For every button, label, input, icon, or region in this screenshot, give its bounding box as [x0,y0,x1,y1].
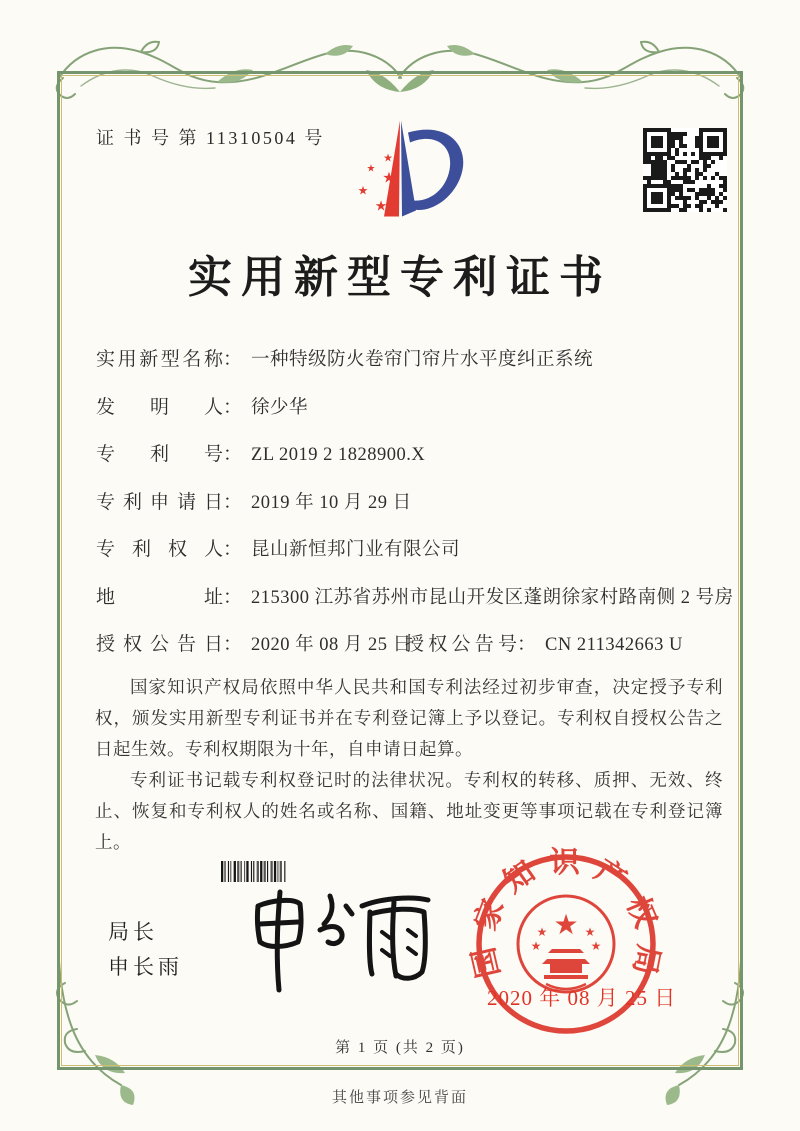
field-grant-date [96,634,412,655]
cnipa-logo-icon [338,114,468,230]
field-colon: ： [223,634,243,655]
commissioner-title: 局长 [108,920,158,944]
field-label: 发明人 [96,396,223,418]
field-colon: ： [223,586,243,608]
field-list [96,344,734,677]
field-label: 实用新型名称 [96,349,223,370]
field-colon: ： [223,539,243,560]
field-value: 一种特级防火卷帘门帘片水平度纠正系统 [251,350,594,370]
seal-date: 2020 年 08 月 25 日 [487,986,677,1010]
field-grant-number [405,629,683,656]
field-value: 昆山新恒邦门业有限公司 [251,540,461,560]
svg-text:★: ★ [383,152,393,165]
field-label: 专利号 [96,444,223,465]
field-value: 2020 年 08 月 25 日 [251,635,412,655]
field-value: ZL 2019 2 1828900.X [251,445,426,465]
field-value: 215300 江苏省苏州市昆山开发区蓬朗徐家村路南侧 2 号房 [251,587,734,608]
field-row-name [96,344,722,392]
svg-text:★: ★ [382,170,396,187]
svg-text:★: ★ [536,925,548,939]
back-note: 其他事项参见背面 [331,1090,468,1106]
seal-ring-text: 国家知识产权局 [467,845,666,981]
svg-text:★: ★ [357,183,369,198]
svg-text:★: ★ [584,925,596,939]
field-colon: ： [517,634,537,655]
legal-paragraph-1: 国家知识产权局依照中华人民共和国专利法经过初步审查，决定授予专利权，颁发实用新型专利证书并在专利登记簿上予以登记。专利权自授权公告之日起生效。专利权期限为十年，自申请日起算。 [95,677,723,759]
qr-code [643,128,727,212]
field-row-inventor [96,392,722,440]
legal-text [95,672,723,858]
field-value: 徐少华 [251,397,309,418]
field-value: CN 211342663 U [545,635,683,655]
field-label: 专利申请日 [96,491,223,513]
page-number: 第 1 页 (共 2 页) [335,1040,465,1056]
field-label: 授权公告号 [405,634,517,655]
svg-text:★: ★ [553,910,579,941]
svg-text:★: ★ [366,163,376,175]
certificate-title: 实用新型专利证书 [188,253,612,302]
field-row-patent-no [96,439,722,487]
official-seal [466,844,666,1044]
field-row-grant [96,629,722,677]
field-colon: ： [223,444,243,465]
field-colon: ： [223,396,243,418]
field-label: 授权公告日 [96,634,223,655]
field-label: 专利权人 [96,539,223,560]
svg-text:★: ★ [530,939,542,953]
field-label: 地址 [96,586,223,608]
field-colon: ： [223,349,243,370]
field-value: 2019 年 10 月 29 日 [251,492,412,513]
field-colon: ： [223,491,243,513]
svg-text:★: ★ [590,939,602,953]
svg-text:★: ★ [374,199,388,215]
commissioner-name: 申长雨 [108,955,183,979]
legal-paragraph-2: 专利证书记载专利权登记时的法律状况。专利权的转移、质押、无效、终止、恢复和专利权人的姓名或名称、国籍、地址变更等事项记载在专利登记簿上。 [95,770,723,852]
national-emblem-icon [518,896,614,992]
field-row-filing-date [96,487,722,535]
field-row-patentee [96,534,722,582]
certificate-number: 证 书 号 第 11310504 号 [96,128,325,148]
signature-autograph [222,876,442,1006]
field-row-address [96,582,734,630]
